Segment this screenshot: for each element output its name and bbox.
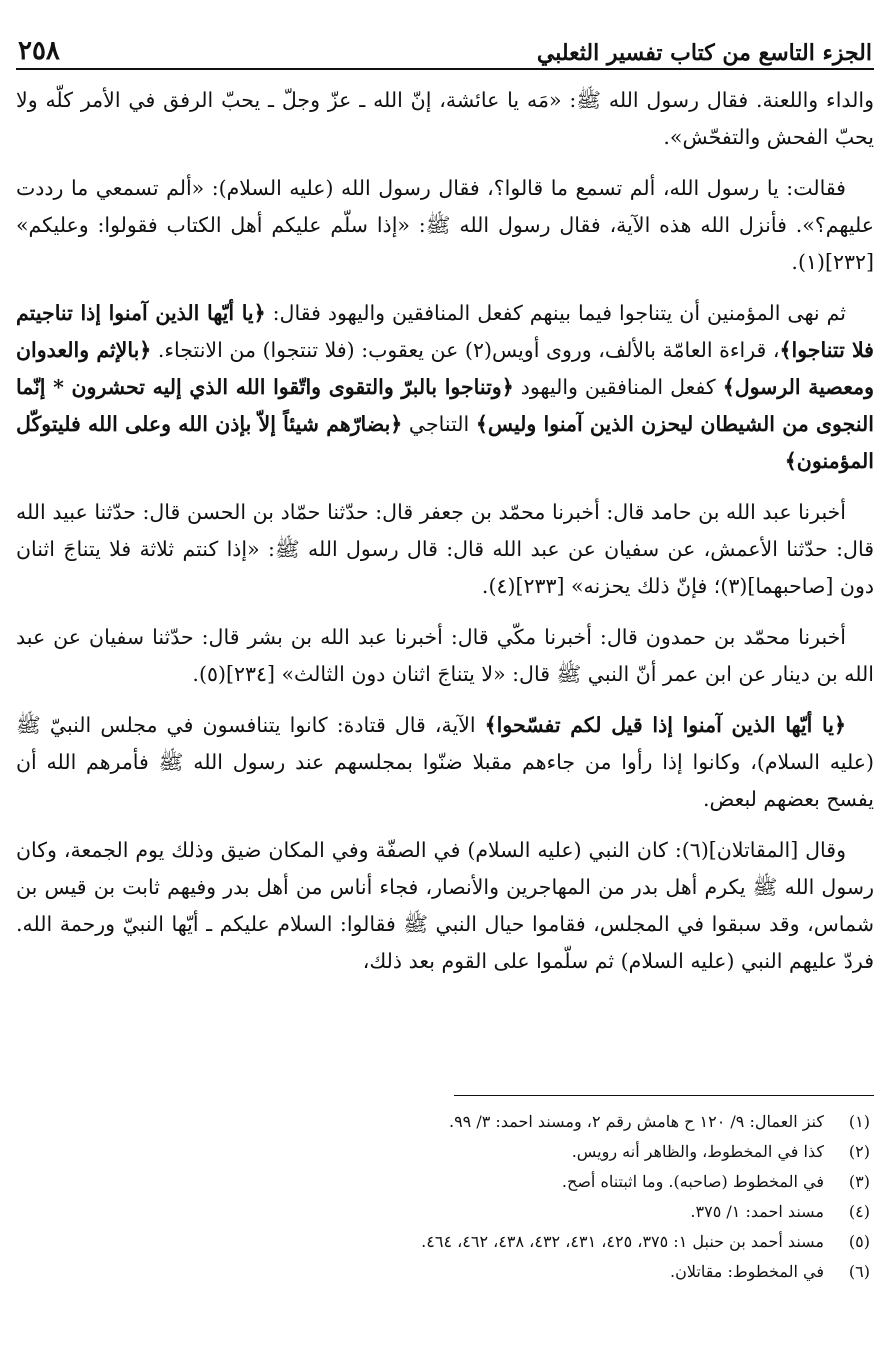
footnote-number: (٣)	[848, 1172, 870, 1191]
paragraph	[16, 82, 874, 156]
book-page	[16, 22, 874, 1342]
page-header	[16, 22, 874, 70]
footnote	[16, 1137, 874, 1167]
footnote-number: (٦)	[848, 1262, 870, 1281]
text-segment: أخبرنا عبد الله بن حامد قال: أخبرنا محمّد بن جعفر قال: حدّثنا حمّاد بن الحسن قال: حدّثنا عبيد الله قال: حدّثنا الأعمش، عن سفيان عن عبد الله قال: قال رسول الله ﷺ: «إذا كنتم ثلاثة فلا يتناجَ اثنان دون [صاحبهما](٣)؛ فإنّ ذلك يحزنه» [٢٣٣](٤).	[16, 500, 874, 598]
page-number: ٢٥٨	[18, 36, 60, 66]
text-segment: ثم نهى المؤمنين أن يتناجوا فيما بينهم كفعل المنافقين واليهود فقال:	[265, 301, 846, 325]
text-segment: والداء واللعنة. فقال رسول الله ﷺ: «مَه يا عائشة، إنّ الله ـ عزّ وجلّ ـ يحبّ الرفق في الأمر كلّه ولا يحبّ الفحش والتفحّش».	[16, 88, 874, 149]
footnote-number: (٤)	[848, 1202, 870, 1221]
text-segment: ، قراءة العامّة بالألف، وروى أويس(٢) عن يعقوب: (فلا تنتجوا) من الانتجاء.	[151, 338, 780, 362]
footnote-text: في المخطوط: مقاتلان.	[669, 1262, 824, 1281]
quran-verse: ﴿بضارّهم شيئاً إلاّ بإذن الله وعلى الله فليتوكّل المؤمنون﴾	[16, 412, 874, 473]
text-segment: التناجي	[402, 412, 476, 436]
footnote-text: مسند أحمد بن حنبل ١: ٣٧٥، ٤٢٥، ٤٣١، ٤٣٢، ٤٣٨، ٤٦٢، ٤٦٤.	[421, 1232, 824, 1251]
footnote	[16, 1167, 874, 1197]
footnote	[16, 1227, 874, 1257]
text-segment: فقالت: يا رسول الله، ألم تسمع ما قالوا؟، فقال رسول الله (عليه السلام): «ألم تسمعي ما رددت عليهم؟». فأنزل الله هذه الآية، فقال رسول الله ﷺ: «إذا سلّم عليكم أهل الكتاب فقولوا: وعليكم» [٢٣٢](١).	[16, 176, 874, 274]
text-segment: الآية، قال قتادة: كانوا يتنافسون في مجلس النبيّ ﷺ (عليه السلام)، وكانوا إذا رأوا من جاءهم مقبلا ضنّوا بمجلسهم عند رسول الله ﷺ فأمرهم الله أن يفسح بعضهم لبعض.	[16, 713, 874, 811]
footnote	[16, 1257, 874, 1287]
footnote	[16, 1107, 874, 1137]
paragraph	[16, 170, 874, 281]
footnote-divider	[454, 1095, 874, 1096]
quran-verse: ﴿وتناجوا بالبرّ والتقوى واتّقوا الله الذي إليه تحشرون * إنّما النجوى من الشيطان ليحزن الذين آمنوا وليس﴾	[16, 375, 874, 436]
footnotes	[16, 1107, 874, 1287]
footnote-number: (٢)	[848, 1142, 870, 1161]
main-text	[16, 82, 874, 980]
paragraph	[16, 295, 874, 480]
paragraph	[16, 707, 874, 818]
footnote-number: (٥)	[848, 1232, 870, 1251]
footnote-text: كذا في المخطوط، والظاهر أنه رويس.	[571, 1142, 824, 1161]
footnote-number: (١)	[848, 1112, 870, 1131]
paragraph	[16, 832, 874, 980]
paragraph	[16, 619, 874, 693]
footnote-text: كنز العمال: ٩/ ١٢٠ ح هامش رقم ٢، ومسند احمد: ٣/ ٩٩.	[448, 1112, 824, 1131]
footnote-text: في المخطوط (صاحبه). وما اثبتناه أصح.	[561, 1172, 824, 1191]
quran-verse: ﴿يا أيّها الذين آمنوا إذا تناجيتم فلا تتناجوا﴾	[16, 301, 874, 362]
paragraph	[16, 494, 874, 605]
footnote	[16, 1197, 874, 1227]
text-segment: كفعل المنافقين واليهود	[513, 375, 723, 399]
text-segment: أخبرنا محمّد بن حمدون قال: أخبرنا مكّي قال: أخبرنا عبد الله بن بشر قال: حدّثنا سفيان عن عبد الله بن دينار عن ابن عمر أنّ النبي ﷺ قال: «لا يتناجَ اثنان دون الثالث» [٢٣٤](٥).	[16, 625, 874, 686]
footnote-text: مسند احمد: ١/ ٣٧٥.	[690, 1202, 824, 1221]
text-segment: وقال [المقاتلان](٦): كان النبي (عليه السلام) في الصفّة وفي المكان ضيق وذلك يوم الجمعة، وكان رسول الله ﷺ يكرم أهل بدر من المهاجرين والأنصار، فجاء أناس من أهل بدر وفيهم ثابت بن قيس بن شماس، وقد سبقوا في المجلس، فقاموا حيال النبي ﷺ فقالوا: السلام عليكم ـ أيّها النبيّ ورحمة الله. فردّ عليهم النبي (عليه السلام) ثم سلّموا على القوم بعد ذلك،	[16, 838, 874, 973]
quran-verse: ﴿يا أيّها الذين آمنوا إذا قيل لكم تفسّحوا﴾	[484, 713, 846, 737]
running-title: الجزء التاسع من كتاب تفسير الثعلبي	[536, 40, 872, 66]
quran-verse: ﴿بالإثم والعدوان ومعصية الرسول﴾	[16, 338, 874, 399]
